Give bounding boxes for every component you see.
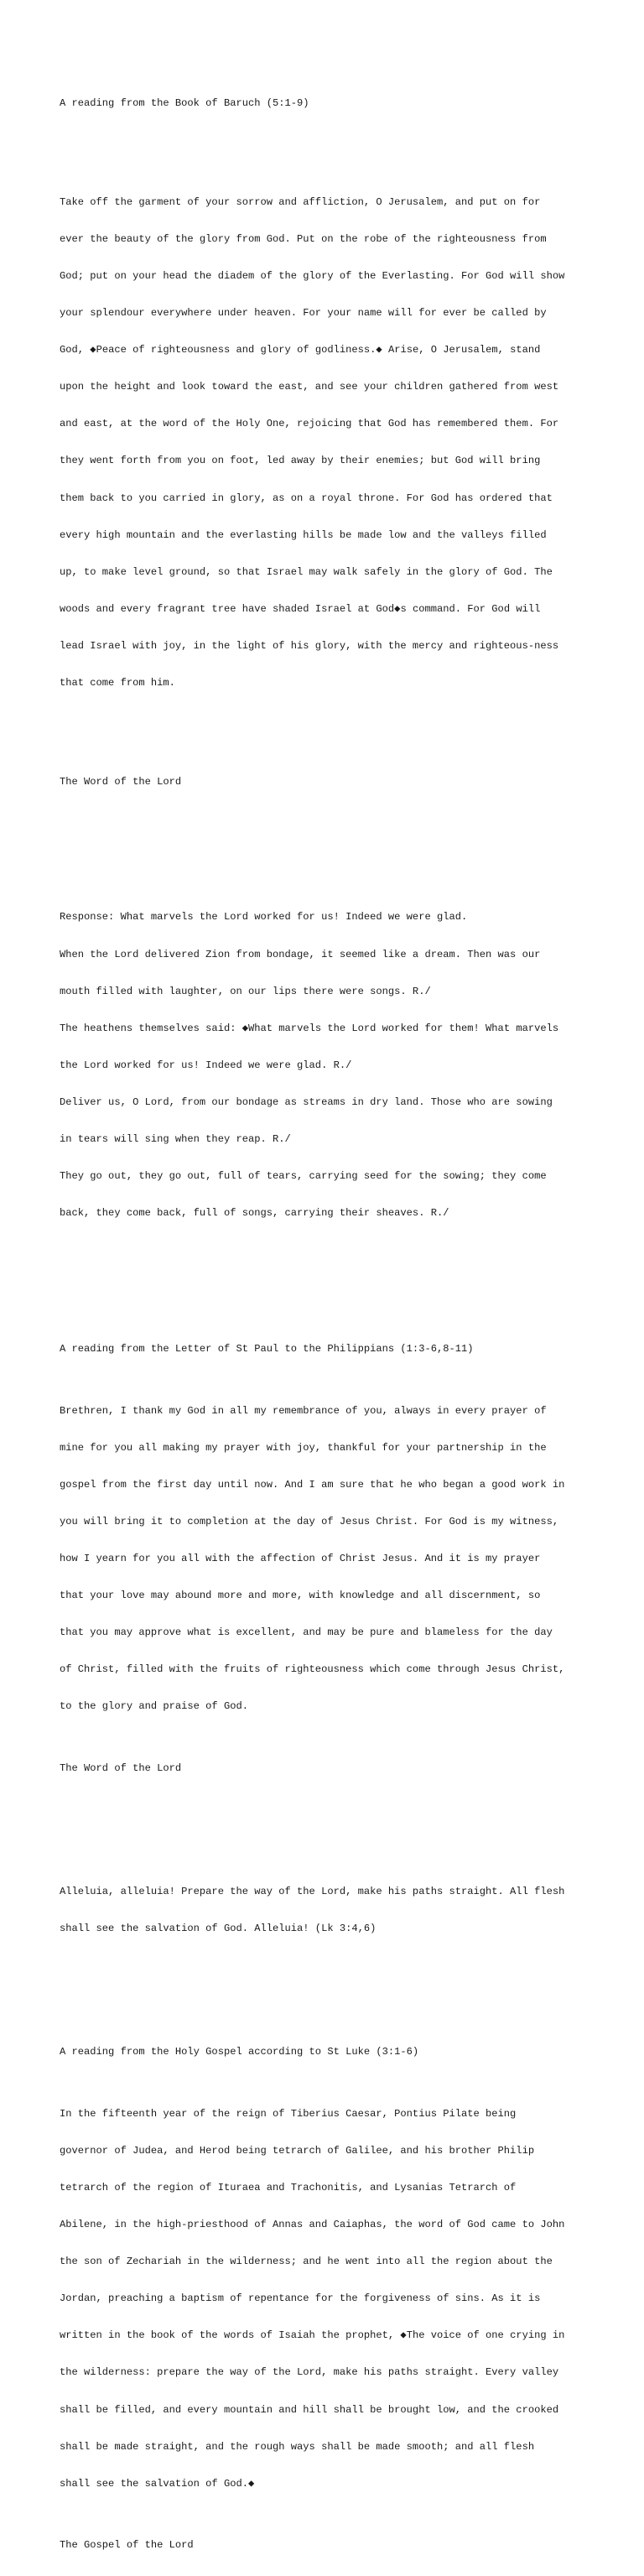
text-line: In the fifteenth year of the reign of Tiberius Caesar, Pontius Pilate being [60,2107,517,2120]
text-line: shall see the salvation of God.◆ [60,2477,255,2490]
text-line: written in the book of the words of Isaiah the prophet, ◆The voice of one crying in [60,2329,565,2342]
first-reading-closing: The Word of the Lord [60,775,182,788]
text-line: in tears will sing when they reap. R./ [60,1133,291,1146]
text-line: the Lord worked for us! Indeed we were glad. R./ [60,1059,352,1071]
psalm-response: Response: What marvels the Lord worked for us! Indeed we were glad. [60,911,468,924]
second-reading-heading: A reading from the Letter of St Paul to the Philippians (1:3-6,8-11) [60,1343,474,1356]
text-line: and east, at the word of the Holy One, rejoicing that God has remembered them. For [60,418,559,430]
text-line: Abilene, in the high-priesthood of Annas and Caiaphas, the word of God came to John [60,2218,565,2230]
text-line: to the glory and praise of God. [60,1700,248,1713]
text-line: that your love may abound more and more, with knowledge and all discernment, so [60,1590,541,1602]
text-line: woods and every fragrant tree have shaded Israel at God◆s command. For God will [60,602,541,615]
text-line: The heathens themselves said: ◆What marvels the Lord worked for them! What marvels [60,1022,559,1034]
text-line: gospel from the first day until now. And I am sure that he who began a good work in [60,1478,565,1491]
text-line: ever the beauty of the glory from God. Put on the robe of the righteousness from [60,232,547,245]
psalm-body [60,887,596,1244]
gospel-heading: A reading from the Holy Gospel according to St Luke (3:1-6) [60,2046,419,2058]
text-line: God; put on your head the diadem of the glory of the Everlasting. For God will show [60,269,565,282]
text-line: Deliver us, O Lord, from our bondage as streams in dry land. Those who are sowing [60,1096,553,1109]
text-line: mouth filled with laughter, on our lips there were songs. R./ [60,985,431,997]
text-line: lead Israel with joy, in the light of his glory, with the mercy and righteous-ness [60,640,559,653]
text-line: them back to you carried in glory, as on a royal throne. For God has ordered that [60,492,553,504]
gospel-body [60,2083,596,2515]
text-line: God, ◆Peace of righteousness and glory of godliness.◆ Arise, O Jerusalem, stand [60,344,541,356]
text-line: tetrarch of the region of Ituraea and Trachonitis, and Lysanias Tetrarch of [60,2181,517,2194]
text-line: they went forth from you on foot, led away by their enemies; but God will bring [60,455,541,467]
text-line: Alleluia, alleluia! Prepare the way of the Lord, make his paths straight. All flesh [60,1885,565,1897]
second-reading-closing: The Word of the Lord [60,1762,182,1774]
text-line: Take off the garment of your sorrow and affliction, O Jerusalem, and put on for [60,195,541,208]
text-line: upon the height and look toward the east, and see your children gathered from west [60,381,559,393]
second-reading-body [60,1380,596,1737]
text-line: shall be made straight, and the rough ways shall be made smooth; and all flesh [60,2440,535,2453]
text-line: Jordan, preaching a baptism of repentance for the forgiveness of sins. As it is [60,2292,541,2305]
text-line: governor of Judea, and Herod being tetrarch of Galilee, and his brother Philip [60,2144,535,2157]
text-line: your splendour everywhere under heaven. For your name will for ever be called by [60,307,547,320]
alleluia-verse [60,1861,596,1960]
text-line: up, to make level ground, so that Israel may walk safely in the glory of God. The [60,565,553,578]
text-line: how I yearn for you all with the affection of Christ Jesus. And it is my prayer [60,1553,541,1565]
text-line: every high mountain and the everlasting hills be made low and the valleys filled [60,528,547,541]
first-reading-body [60,171,596,714]
first-reading-heading: A reading from the Book of Baruch (5:1-9) [60,97,309,110]
text-line: the son of Zechariah in the wilderness; and he went into all the region about the [60,2256,553,2268]
text-line: shall see the salvation of God. Alleluia! (Lk 3:4,6) [60,1923,377,1935]
text-line: that you may approve what is excellent, and may be pure and blameless for the day [60,1626,553,1639]
text-line: back, they come back, full of songs, carrying their sheaves. R./ [60,1207,449,1220]
gospel-closing: The Gospel of the Lord [60,2539,194,2552]
text-line: They go out, they go out, full of tears, carrying seed for the sowing; they come [60,1170,547,1183]
text-line: of Christ, filled with the fruits of righteousness which come through Jesus Christ, [60,1663,565,1676]
text-line: mine for you all making my prayer with joy, thankful for your partnership in the [60,1441,547,1454]
text-line: When the Lord delivered Zion from bondage, it seemed like a dream. Then was our [60,948,541,960]
text-line: you will bring it to completion at the day of Jesus Christ. For God is my witness, [60,1515,559,1527]
text-line: Brethren, I thank my God in all my remembrance of you, always in every prayer of [60,1404,547,1417]
text-line: the wilderness: prepare the way of the Lord, make his paths straight. Every valley [60,2366,559,2379]
text-line: shall be filled, and every mountain and hill shall be brought low, and the crooked [60,2403,559,2416]
document-page [60,60,596,2576]
text-line: that come from him. [60,677,175,690]
